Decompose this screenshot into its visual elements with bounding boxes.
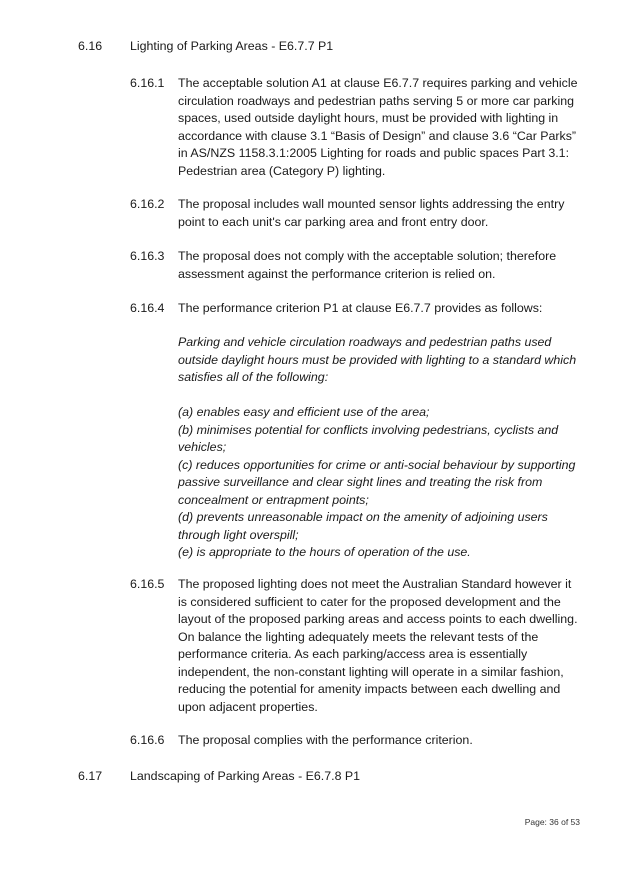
quote-item-d: (d) prevents unreasonable impact on the amenity of adjoining users through light overspill; bbox=[178, 510, 548, 542]
page-number: Page: 36 of 53 bbox=[524, 817, 580, 827]
section-title: Lighting of Parking Areas - E6.7.7 P1 bbox=[130, 39, 334, 53]
section-title: Landscaping of Parking Areas - E6.7.8 P1 bbox=[130, 769, 361, 783]
quote-item-c: (c) reduces opportunities for crime or anti-social behaviour by supporting passive surveillance and clear sight lines and treating the risk from concealment or entrapment points; bbox=[178, 457, 576, 507]
paragraph-number: 6.16.5 bbox=[130, 577, 165, 591]
paragraph-text: The proposal includes wall mounted sensor lights addressing the entry point to each unit's car parking area and front entry door. bbox=[178, 197, 565, 229]
paragraph-text: The proposal does not comply with the acceptable solution; therefore assessment against the performance criterion is relied on. bbox=[178, 249, 557, 281]
paragraph-text: The proposal complies with the performance criterion. bbox=[178, 733, 473, 747]
quote-item-a: (a) enables easy and efficient use of the area; bbox=[178, 405, 430, 419]
quote-intro: Parking and vehicle circulation roadways and pedestrian paths used outside daylight hours must be provided with lighting to a standard which satisfies all of the following: bbox=[178, 335, 577, 384]
paragraph-number: 6.16.2 bbox=[130, 197, 165, 211]
section-number: 6.17 bbox=[78, 769, 103, 783]
paragraph-number: 6.16.1 bbox=[130, 76, 165, 90]
quote-item-b: (b) minimises potential for conflicts involving pedestrians, cyclists and vehicles; bbox=[178, 422, 559, 454]
section-number: 6.16 bbox=[78, 39, 103, 53]
paragraph-number: 6.16.6 bbox=[130, 733, 165, 747]
paragraph-text: The proposed lighting does not meet the Australian Standard however it is considered sufficient to cater for the proposed development and the layout of the proposed parking areas and access points to each dwelling. On balance the lighting adequately meets the relevant tests of the performance criteria. As each parking/access area is essentially independent, the non-constant lighting will operate in a similar fashion, reducing the potential for amenity impacts between each dwelling and upon adjacent properties. bbox=[178, 577, 578, 714]
paragraph-number: 6.16.3 bbox=[130, 249, 165, 263]
paragraph-text: The performance criterion P1 at clause E6.7.7 provides as follows: bbox=[178, 301, 543, 315]
quote-item-e: (e) is appropriate to the hours of operation of the use. bbox=[178, 545, 471, 559]
paragraph-text: The acceptable solution A1 at clause E6.7.7 requires parking and vehicle circulation roadways and pedestrian paths serving 5 or more car parking spaces, used outside daylight hours, must be provided with lighting in accordance with clause 3.1 “Basis of Design” and clause 3.6 “Car Parks” in AS/NZS 1158.3.1:2005 Lighting for roads and public spaces Part 3.1: Pedestrian area (Category P) lighting. bbox=[178, 76, 578, 178]
paragraph-number: 6.16.4 bbox=[130, 301, 165, 315]
